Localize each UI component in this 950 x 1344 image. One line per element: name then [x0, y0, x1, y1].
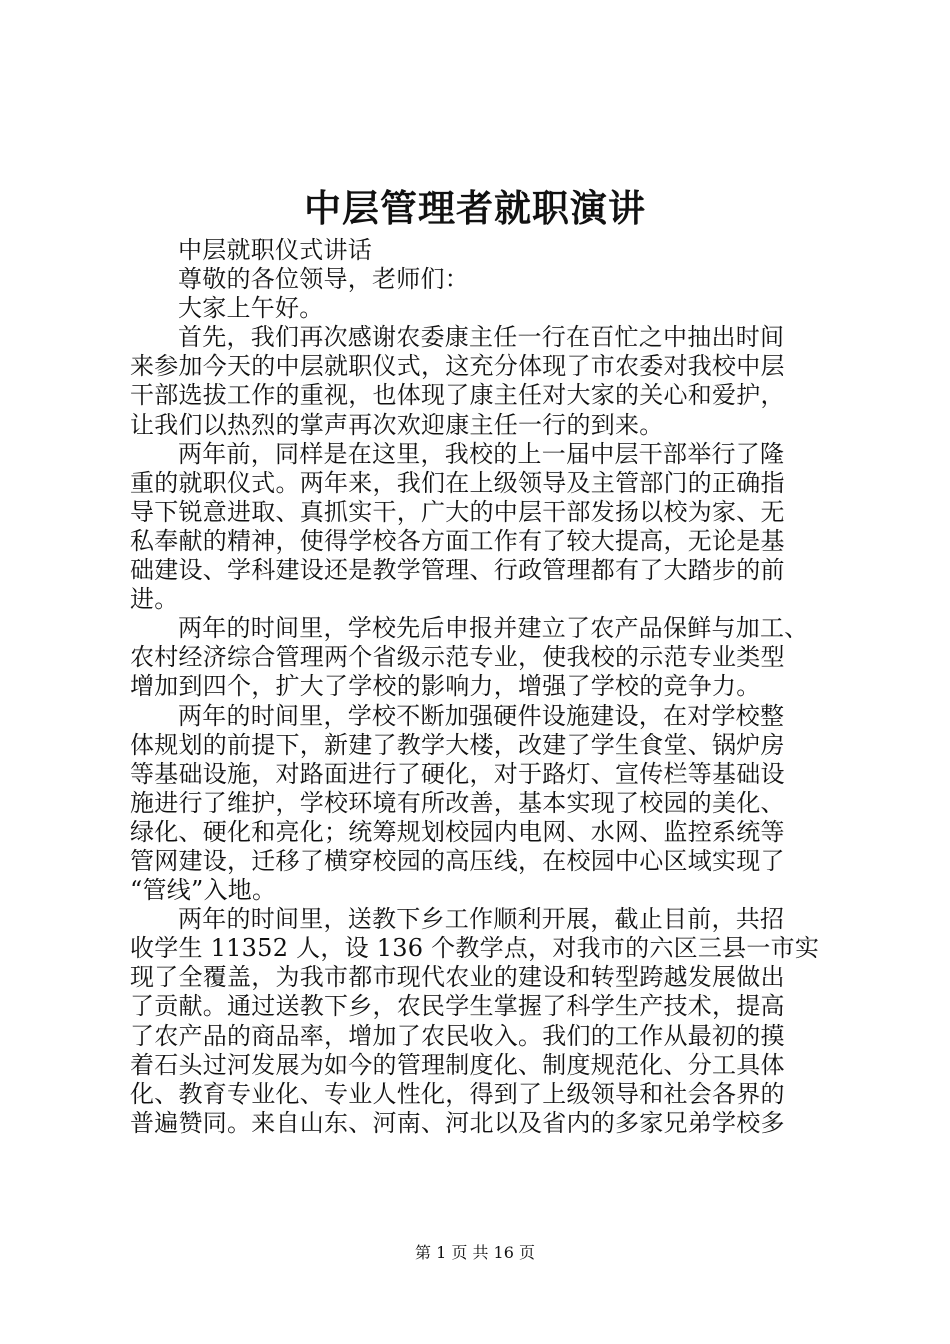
text-line: 着石头过河发展为如今的管理制度化、制度规范化、分工具体	[130, 1050, 785, 1079]
text-line: 首先，我们再次感谢农委康主任一行在百忙之中抽出时间	[178, 323, 785, 352]
text-line: 管网建设，迁移了横穿校园的高压线，在校园中心区域实现了	[130, 846, 785, 875]
text-line: 现了全覆盖，为我市都市现代农业的建设和转型跨越发展做出	[130, 963, 785, 992]
text-line: 等基础设施，对路面进行了硬化，对于路灯、宣传栏等基础设	[130, 759, 785, 788]
text-line: 中层就职仪式讲话	[178, 236, 372, 264]
document-title: 中层管理者就职演讲	[304, 187, 646, 230]
text-line: 来参加今天的中层就职仪式，这充分体现了市农委对我校中层	[130, 352, 785, 381]
text-line: 化、教育专业化、专业人性化，得到了上级领导和社会各界的	[130, 1079, 785, 1108]
document-body	[130, 236, 830, 1138]
text-line: 础建设、学科建设还是教学管理、行政管理都有了大踏步的前	[130, 556, 785, 585]
text-line: 重的就职仪式。两年来，我们在上级领导及主管部门的正确指	[130, 468, 785, 497]
text-line: 了农产品的商品率，增加了农民收入。我们的工作从最初的摸	[130, 1021, 785, 1050]
text-line: 尊敬的各位领导，老师们：	[178, 265, 469, 294]
text-line: 增加到四个，扩大了学校的影响力，增强了学校的竞争力。	[130, 672, 761, 701]
text-line: 私奉献的精神，使得学校各方面工作有了较大提高，无论是基	[130, 526, 785, 555]
text-line: 两年的时间里，送教下乡工作顺利开展，截止目前，共招	[178, 905, 785, 934]
text-line: 两年的时间里，学校先后申报并建立了农产品保鲜与加工、	[178, 614, 809, 643]
text-line: “管线”入地。	[130, 876, 277, 905]
text-line: 收学生 11352 人，设 136 个教学点，对我市的六区三县一市实	[130, 934, 820, 963]
text-line: 导下锐意进取、真抓实干，广大的中层干部发扬以校为家、无	[130, 497, 785, 526]
text-line: 大家上午好。	[178, 294, 324, 323]
text-line: 普遍赞同。来自山东、河南、河北以及省内的多家兄弟学校多	[130, 1108, 785, 1137]
text-line: 施进行了维护，学校环境有所改善，基本实现了校园的美化、	[130, 788, 785, 817]
page-number-footer: 第 1 页 共 16 页	[415, 1243, 535, 1262]
text-line: 农村经济综合管理两个省级示范专业，使我校的示范专业类型	[130, 643, 785, 672]
text-line: 了贡献。通过送教下乡，农民学生掌握了科学生产技术，提高	[130, 992, 785, 1021]
text-line: 两年的时间里，学校不断加强硬件设施建设，在对学校整	[178, 701, 785, 730]
text-line: 干部选拔工作的重视，也体现了康主任对大家的关心和爱护，	[130, 381, 785, 410]
text-line: 两年前，同样是在这里，我校的上一届中层干部举行了隆	[178, 439, 785, 468]
text-line: 体规划的前提下，新建了教学大楼，改建了学生食堂、锅炉房	[130, 730, 785, 759]
text-line: 让我们以热烈的掌声再次欢迎康主任一行的到来。	[130, 410, 664, 439]
text-line: 绿化、硬化和亮化；统筹规划校园内电网、水网、监控系统等	[130, 817, 785, 846]
text-line: 进。	[130, 585, 179, 614]
